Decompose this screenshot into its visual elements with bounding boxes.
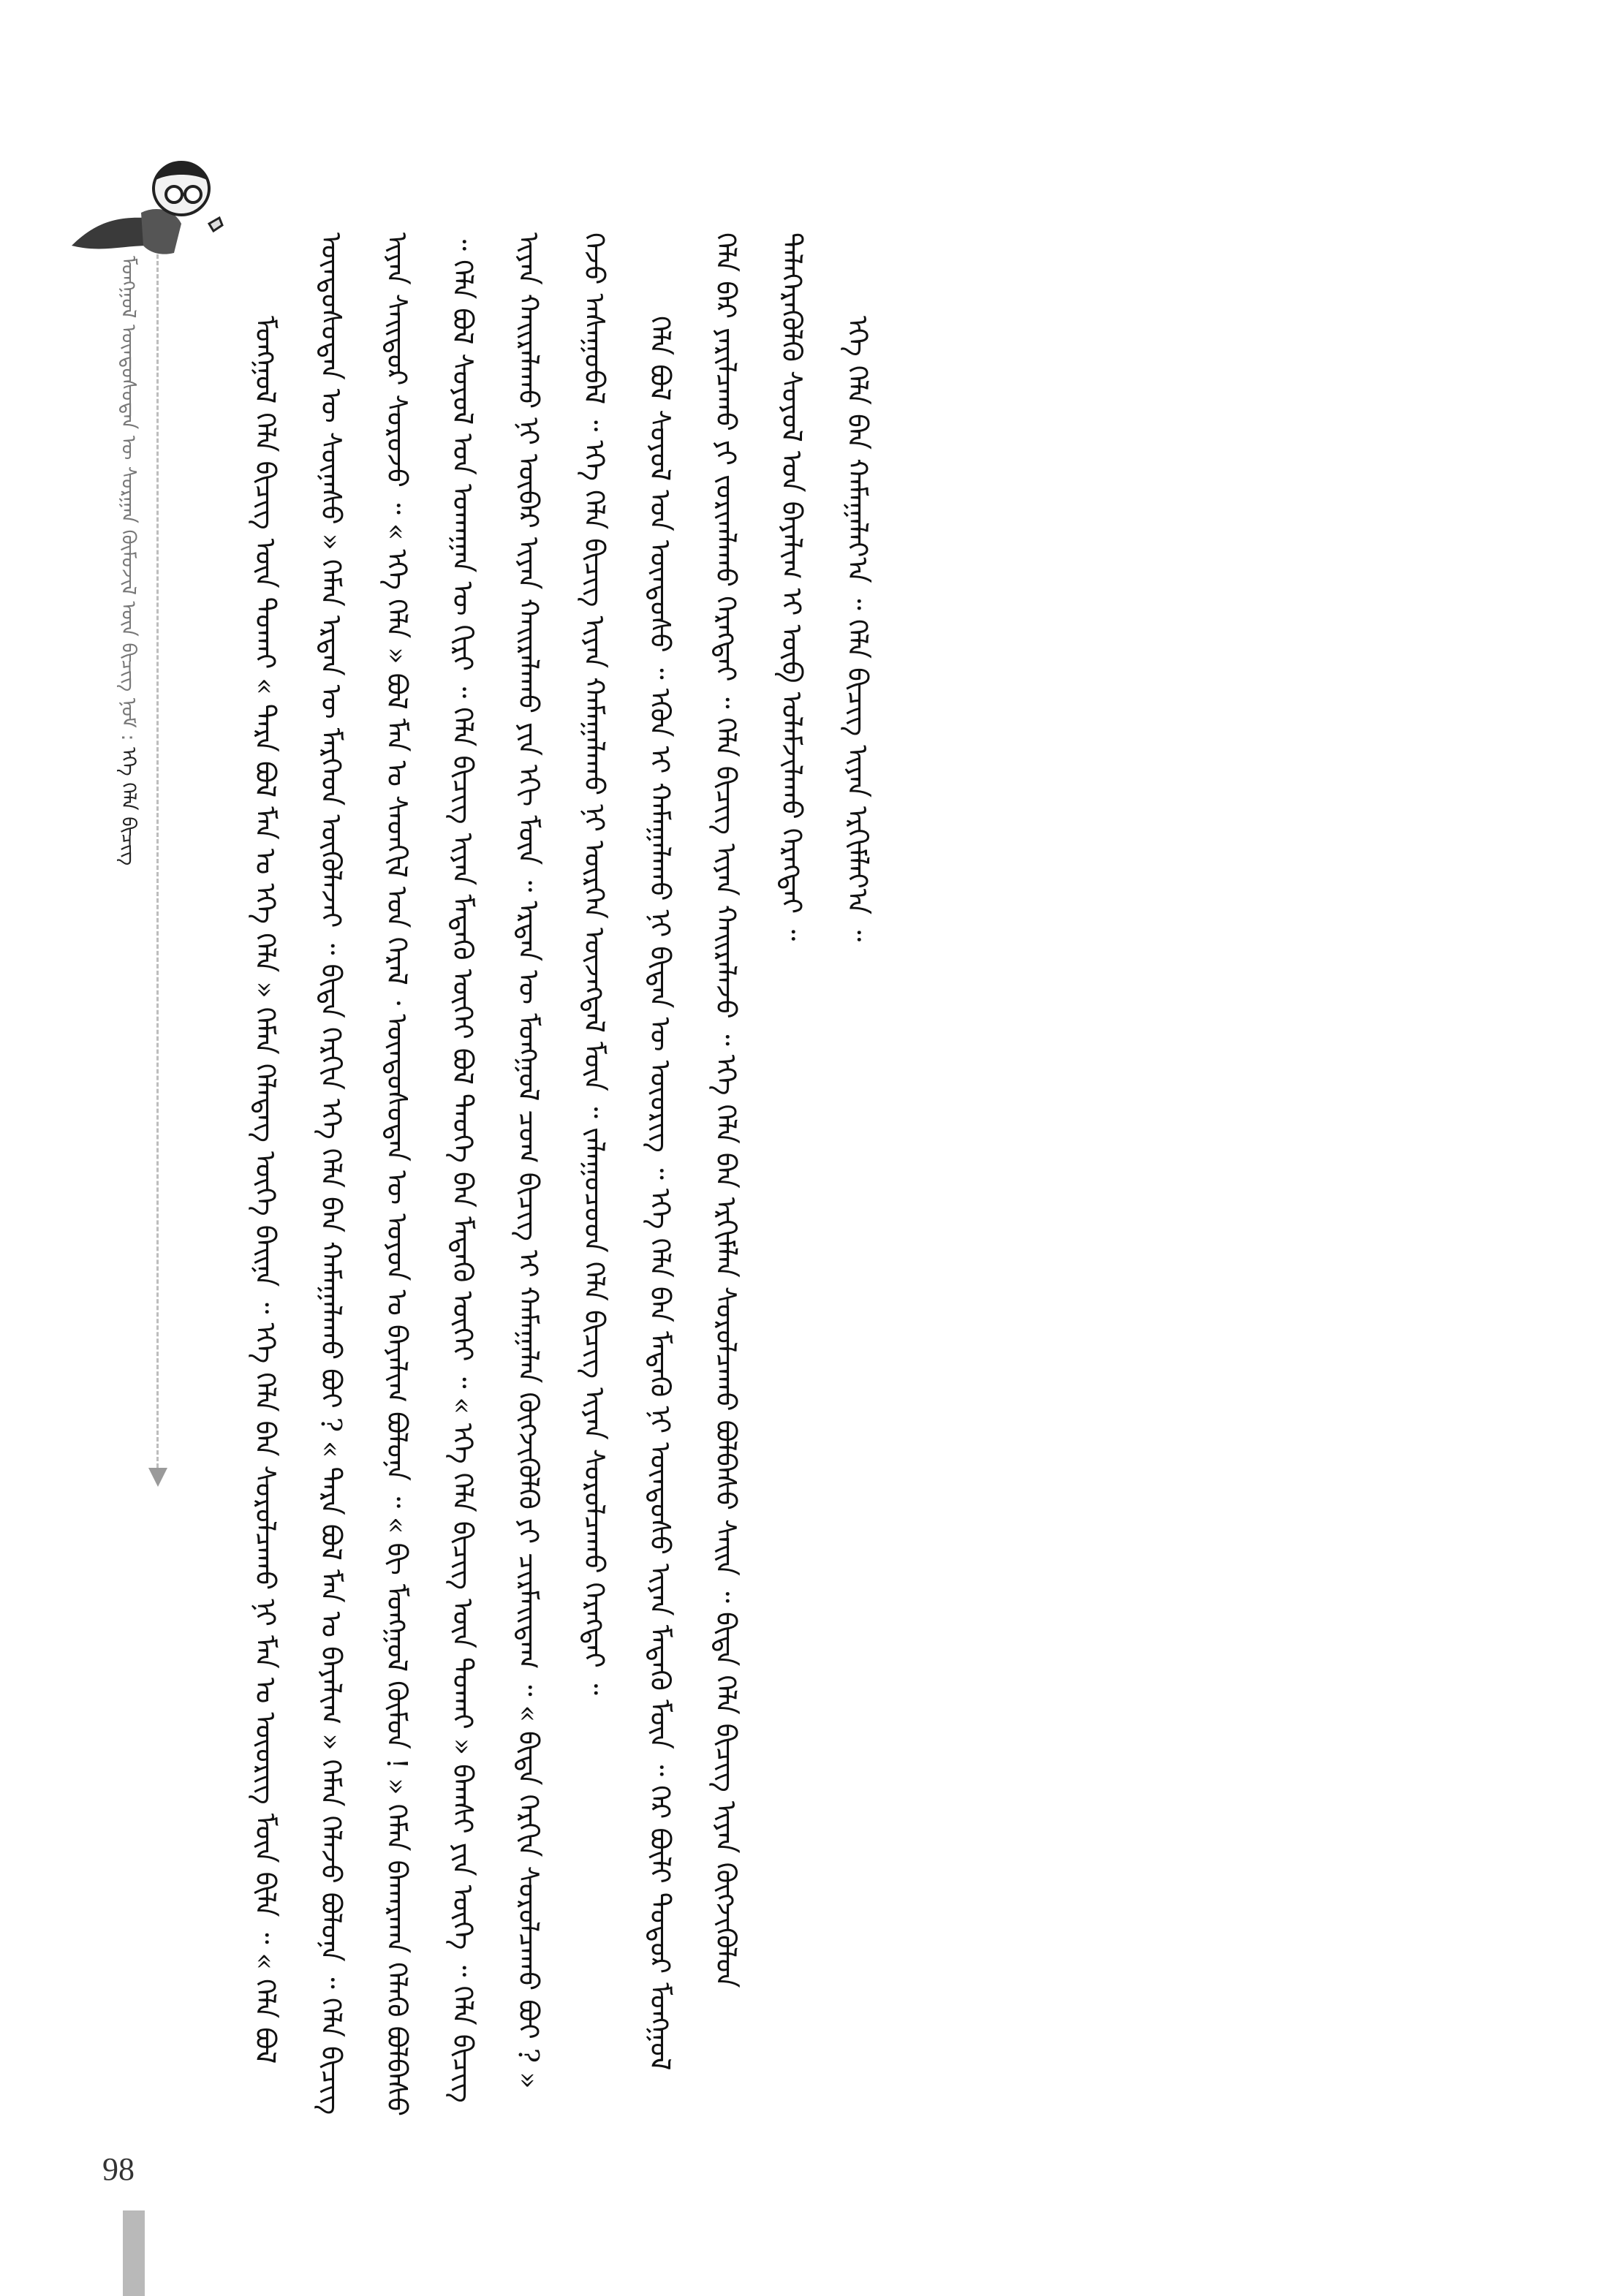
running-head-title: ᠮᠣᠩᠭᠣᠯ ᠦᠨᠳᠦᠰᠦᠲᠡᠨ ᠦ ᠰᠤᠷᠭᠠᠨ ᠬᠦᠮᠦᠵᠢᠯ ᠦᠨ ᠪᠢᠴᠢᠭ᠌ ᠨᠣᠮ : — [117, 256, 140, 748]
body-text — [232, 232, 1256, 2118]
running-head-emphasis: ᠡᠬᠡ ᠬᠡᠯᠡ ᠪᠢᠴᠢᠭ᠌ — [117, 747, 140, 866]
flying-boy-mascot-icon — [64, 136, 225, 260]
paragraph: ᠡᠬᠡ ᠬᠡᠯᠡ ᠪᠡᠨ ᠬᠠᠮᠠᠭᠠᠯᠠᠶ᠎ᠠ ᠃ ᠬᠡᠯᠡ ᠪᠢᠴᠢᠭ᠌ ᠢᠶᠡᠨ ᠡᠷᠬᠢᠮᠯᠡᠶ᠎ᠠ ᠃ — [841, 316, 874, 942]
page-number: 98 — [102, 2151, 135, 2187]
divider-arrow-icon — [148, 1468, 167, 1487]
page-edge-bar — [123, 2210, 145, 2296]
paragraph: ᠮᠣᠩᠭᠣᠯ ᠬᠡᠯᠡ ᠪᠢᠴᠢᠭ᠌ ᠦᠨ ᠲᠤᠬᠠᠢ « ᠲᠡᠷᠡ ᠪᠣᠯ ᠮᠠᠨ ᠤ ᠡᠬᠡ ᠬᠡᠯᠡ » ᠬᠡᠮᠡᠨ ᠬᠡᠯᠡᠳᠡᠭ ᠦᠭᠡ ᠪᠠᠢᠨᠠ ᠃ ᠡᠬᠡ ᠬᠡᠯᠡ ᠪᠡᠨ ᠰᠤᠷᠤᠯᠴᠠᠬᠤ ᠨᠢ ᠮᠠᠨ ᠤ ᠦᠦᠷᠢᠭ ᠮᠥᠨ ᠪᠢᠯᠡ ᠃ « ᠬᠡᠯᠡ ᠪᠣᠯ ᠦᠨᠳᠦᠰᠦᠲᠡᠨ ᠦ ᠰᠦᠨᠡᠰᠦ » ᠬᠡᠮᠡᠨ ᠡᠷᠲᠡᠨ ᠦ ᠮᠡᠷᠭᠡᠳ ᠦᠭᠦᠯᠡᠵᠡᠢ ᠃ ᠪᠢᠳᠡ ᠬᠡᠷᠬᠢᠨ ᠡᠬᠡ ᠬᠡᠯᠡ ᠪᠡᠨ ᠬᠠᠮᠠᠭᠠᠯᠠᠬᠤ ᠪᠣᠢ ? « ᠲᠡᠷᠡ ᠪᠣᠯ ᠮᠠᠨ ᠤ ᠪᠠᠶᠠᠯᠢᠭ » ᠬᠡᠮᠡᠨ ᠬᠡᠯᠡᠵᠦ ᠪᠣᠯᠣᠨᠠ ᠃ ᠬᠡᠯᠡ ᠪᠢᠴᠢᠭ᠌ ᠢᠶᠡᠨ ᠰᠠᠢᠲᠤᠷ ᠰᠤᠷᠤᠵᠤ ᠃ « ᠡᠬᠡ ᠬᠡᠯᠡ » ᠪᠣᠯ ᠮᠠᠨ ᠤ ᠰᠡᠳᠭᠢᠯ ᠤᠨ ᠭᠡᠷᠡᠯ ᠂ ᠦᠨᠳᠦᠰᠦᠲᠡᠨ ᠦ ᠣᠶᠤᠨ ᠤ ᠪᠠᠶᠠᠯᠢᠭ ᠪᠣᠯᠣᠨᠠ ᠃ « ᠪᠢ ᠮᠣᠩᠭᠣᠯ ᠬᠦᠮᠦᠨ ! » ᠬᠡᠮᠡᠨ ᠪᠠᠬᠠᠷᠬᠠᠨ ᠬᠡᠯᠡᠬᠦ ᠪᠣᠯᠪᠠᠰᠤ ᠃ ᠬᠡᠯᠡ ᠪᠣᠯ ᠰᠣᠶᠣᠯ ᠤᠨ ᠤᠬᠠᠭᠠᠨ ᠦ ᠬᠢᠷᠢ ᠃ ᠬᠡᠯᠡ ᠪᠢᠴᠢᠭ᠌ ᠢᠶᠡᠨ ᠮᠡᠳᠡᠬᠦ ᠦᠭᠡᠢ ᠪᠣᠯ ᠲᠡᠦᠬᠡ ᠪᠡᠨ ᠮᠡᠳᠡᠬᠦ ᠦᠭᠡᠢ ᠃ « ᠡᠬᠡ ᠬᠡᠯᠡ ᠪᠢᠴᠢᠭ᠌ ᠦᠨ ᠲᠤᠬᠠᠢ » ᠪᠠᠭᠰᠢ ᠶᠢᠨ ᠦᠭᠡ ᠃ ᠬᠡᠯᠡ ᠪᠢᠴᠢᠭ᠌ ᠢᠶᠡᠨ ᠬᠠᠢᠷᠠᠯᠠᠬᠤ ᠨᠢ ᠥᠪᠡᠷ ᠢᠶᠡᠨ ᠬᠠᠢᠷᠠᠯᠠᠬᠤ ᠶᠢᠨ ᠡᠬᠢ ᠮᠥᠨ ᠃ ᠡᠷᠲᠡᠨ ᠦ ᠮᠣᠩᠭᠣᠯ ᠴᠤᠭ ᠪᠢᠴᠢᠭ᠌ ᠢ ᠬᠠᠮᠠᠭᠠᠯᠠᠨ ᠬᠥᠭᠵᠢᠭᠦᠯᠬᠦ ᠶᠢ ᠴᠢᠷᠮᠠᠢᠳᠠᠭ ᠃ « ᠪᠢᠳᠡ ᠬᠡᠷᠬᠢᠨ ᠰᠤᠷᠤᠯᠴᠠᠬᠤ ᠪᠤᠢ ? » ᠭᠡᠵᠦ ᠠᠰᠠᠭᠤᠪᠠᠯ ᠃ ᠡᠬᠡ ᠬᠡᠯᠡ ᠪᠢᠴᠢᠭ᠌ ᠢᠶᠡᠨ ᠬᠠᠮᠠᠭᠠᠯᠠᠬᠤ ᠨᠢ ᠥᠷᠭᠡᠨ ᠦᠵᠡᠭᠳᠡᠯ ᠮᠥᠨ ᠃ ᠵᠠᠯᠠᠭᠤᠴᠤᠳ ᠬᠡᠯᠡ ᠪᠢᠴᠢᠭ᠌ ᠢᠶᠡᠨ ᠰᠤᠷᠤᠯᠴᠠᠬᠤ ᠬᠡᠷᠡᠭᠲᠡᠢ ᠃ — [249, 232, 610, 2117]
paragraph: ᠬᠡᠯᠡ ᠪᠣᠯ ᠰᠣᠶᠣᠯ ᠤᠨ ᠦᠨᠳᠦᠰᠦ ᠃ ᠡᠭᠦᠨ ᠢ ᠬᠠᠮᠠᠭᠠᠯᠠᠬᠤ ᠨᠢ ᠪᠢᠳᠡᠨ ᠦ ᠦᠦᠷᠢᠭ ᠃ ᠡᠬᠡ ᠬᠡᠯᠡ ᠪᠡᠨ ᠮᠡᠳᠡᠬᠦ ᠨᠢ ᠦᠨᠳᠦᠰᠦ ᠢᠶᠡᠨ ᠮᠡᠳᠡᠬᠦ ᠮᠥᠨ ᠃ ᠭᠡᠷ ᠪᠦᠯᠢ ᠳᠣᠲᠣᠷ ᠮᠣᠩᠭᠣᠯ ᠬᠡᠯᠡ ᠪᠡᠷ ᠶᠠᠷᠢᠯᠴᠠᠬᠤ ᠶᠢ ᠵᠣᠷᠢᠭᠯᠠᠬᠤ ᠬᠡᠷᠡᠭᠲᠡᠢ ᠃ ᠬᠡᠯᠡ ᠪᠢᠴᠢᠭ᠌ ᠢᠶᠡᠨ ᠬᠠᠢᠷᠠᠯᠠᠵᠤ ᠃ ᠡᠬᠡ ᠬᠡᠯᠡ ᠪᠡᠨ ᠡᠷᠬᠢᠮᠯᠡᠨ ᠰᠤᠷᠤᠯᠴᠠᠬᠤ ᠪᠤᠯᠪᠠᠰᠤ ᠰᠠᠢᠨ ᠃ ᠪᠢᠳᠡ ᠬᠡᠯᠡ ᠪᠢᠴᠢᠭ᠌ ᠢᠶᠡᠨ ᠬᠥᠭᠵᠢᠭᠦᠯᠦᠨ ᠳᠡᠯᠡᠭᠡᠷᠡᠭᠦᠯᠬᠦ ᠰᠣᠶᠣᠯ ᠤᠨ ᠪᠠᠶᠠᠯᠢᠭ ᠢ ᠥᠪ ᠤᠯᠠᠮᠵᠢᠯᠠᠬᠤ ᠬᠡᠷᠡᠭᠲᠡᠢ ᠃ — [644, 232, 808, 2071]
running-head — [111, 256, 145, 1140]
dashed-divider — [156, 254, 159, 1468]
